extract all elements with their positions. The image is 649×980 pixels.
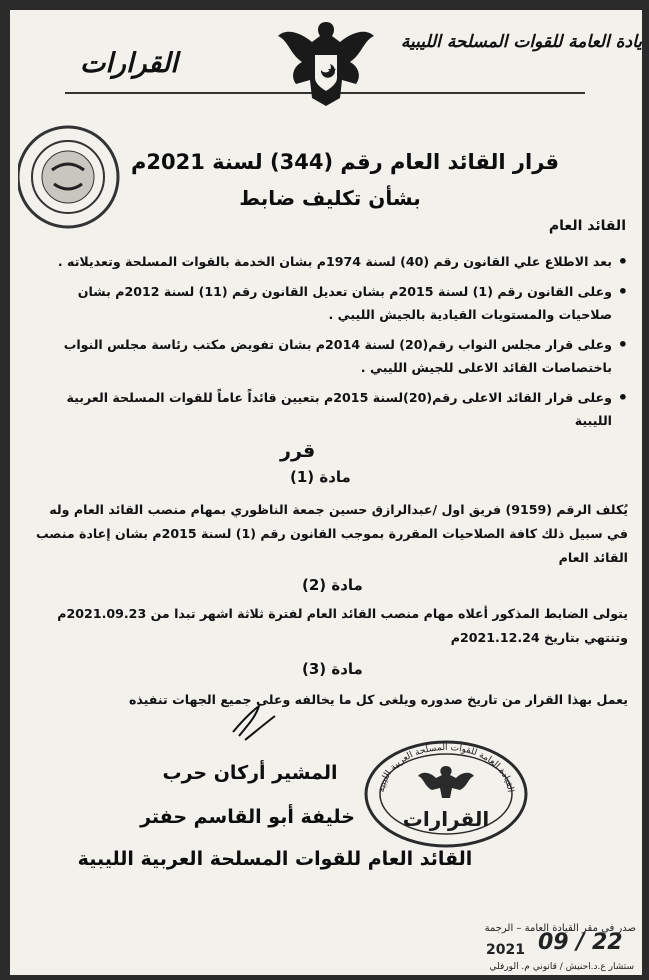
preamble-item: • وعلى القانون رقم (1) لسنة 2015م بشان تعديل القانون رقم (11) لسنة 2012م بشان صلاحيات والمستويات القيادية بالجيش الليبي . <box>43 280 628 326</box>
decision-heading: قرر <box>280 440 316 462</box>
header-section-title: القرارات <box>80 48 178 79</box>
signatory-position: القائد العام للقوات المسلحة العربية الليبية <box>77 848 473 870</box>
round-stamp-icon <box>18 118 133 236</box>
decision-title: قرار القائد العام رقم (344) لسنة 2021م <box>130 150 560 174</box>
article-2-label: مادة (2) <box>302 576 363 594</box>
eagle-emblem-icon <box>272 14 380 110</box>
document-page <box>10 10 642 975</box>
handwritten-mark-icon <box>225 692 285 752</box>
seal-label: القرارات <box>402 807 490 831</box>
official-seal-icon <box>362 738 530 850</box>
footer-issued-at: صدر في مقر القيادة العامة – الرجمة <box>484 923 636 934</box>
footer-year: 2021 <box>486 942 525 958</box>
preamble-item: • وعلى قرار مجلس النواب رقم(20) لسنة 2014م بشان تفويض مكتب رئاسة مجلس النواب باختصاصات القائد الاعلى للجيش الليبي . <box>43 333 628 379</box>
footer-handwritten-date: 09 / 22 <box>538 930 623 955</box>
footer-references: ستشار ع.د.احنيش / قانوني م. الورفلي <box>489 962 634 972</box>
article-3-text: يعمل بهذا القرار من تاريخ صدوره ويلغى كل ما يخالفه وعلى جميع الجهات تنفيذه <box>128 692 628 707</box>
decision-subject: بشأن تكليف ضابط <box>239 186 421 210</box>
header-authority: يادة العامة للقوات المسلحة الليبية <box>400 32 642 52</box>
preamble-item: • وعلى قرار القائد الاعلى رقم(20)لسنة 2015م بتعيين قائداً عاماً للقوات المسلحة العربية الليبية <box>43 386 628 432</box>
signatory-rank: المشير أركان حرب <box>162 762 338 784</box>
article-2-text: يتولى الضابط المذكور أعلاه مهام منصب القائد العام لفترة ثلاثة اشهر تبدا من 2021.09.23م وتنتهي بتاريخ 2021.12.24م <box>57 606 628 645</box>
article-1-label: مادة (1) <box>290 468 351 486</box>
article-3-label: مادة (3) <box>302 660 363 678</box>
issuer-heading: القائد العام <box>548 218 626 234</box>
signatory-name: خليفة أبو القاسم حفتر <box>140 806 355 828</box>
preamble-list <box>43 250 628 439</box>
seal-ring-text: القيادة العامة للقوات المسلحة العربية الليبية <box>376 743 515 793</box>
preamble-item: • بعد الاطلاع علي القانون رقم (40) لسنة 1974م بشان الخدمة بالقوات المسلحة وتعديلاته . <box>43 250 628 273</box>
article-1-text: يُكلف الرقم (9159) فريق اول /عبدالرازق حسين جمعة الناظوري بمهام منصب القائد العام وله في سبيل ذلك كافة الصلاحيات المقررة بموجب القانون رقم (1) لسنة 2015م بشان إعادة منصب القائد العام <box>35 502 628 565</box>
